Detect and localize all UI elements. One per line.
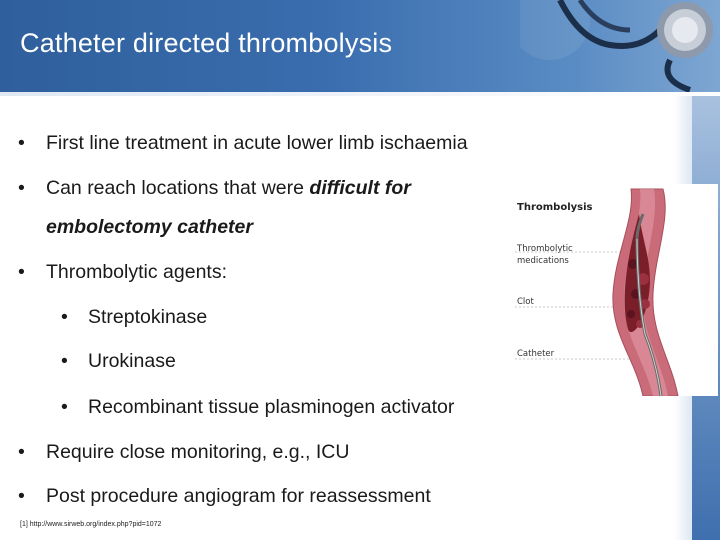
bullet-text: Thrombolytic agents: bbox=[46, 261, 227, 283]
bullet-text: Post procedure angiogram for reassessment bbox=[46, 485, 431, 507]
bullet-text: Urokinase bbox=[88, 350, 176, 372]
sub-bullet-item bbox=[61, 396, 455, 419]
label-clot: Clot bbox=[517, 297, 534, 307]
bullet-dot: • bbox=[61, 350, 68, 372]
bullet-item bbox=[18, 177, 411, 200]
sub-bullet-item bbox=[61, 306, 208, 329]
label-catheter: Catheter bbox=[517, 349, 555, 359]
bullet-dot: • bbox=[18, 177, 25, 199]
thrombolysis-illustration bbox=[503, 184, 718, 396]
slide-title: Catheter directed thrombolysis bbox=[20, 28, 393, 58]
bullet-dot: • bbox=[61, 306, 68, 328]
bullet-item bbox=[18, 261, 227, 284]
bullet-dot: • bbox=[18, 441, 25, 463]
label-medications-2: medications bbox=[517, 256, 569, 266]
bullet-dot: • bbox=[18, 132, 25, 154]
sub-bullet-item bbox=[61, 350, 176, 373]
vessel-diagram bbox=[503, 184, 718, 396]
bullet-item bbox=[18, 132, 468, 155]
bullet-emphasis: embolectomy catheter bbox=[46, 216, 253, 238]
bullet-text: Can reach locations that were bbox=[46, 177, 310, 199]
bullet-text: First line treatment in acute lower limb ischaemia bbox=[46, 132, 468, 154]
bullet-continuation bbox=[46, 216, 253, 239]
bullet-dot: • bbox=[18, 261, 25, 283]
bullet-text: Streptokinase bbox=[88, 306, 208, 328]
bullet-text: Recombinant tissue plasminogen activator bbox=[88, 396, 455, 418]
illustration-title: Thrombolysis bbox=[517, 202, 593, 213]
bullet-emphasis: difficult for bbox=[309, 177, 411, 199]
bullet-item bbox=[18, 485, 431, 508]
label-medications: Thrombolytic bbox=[517, 244, 573, 254]
bullet-text: Require close monitoring, e.g., ICU bbox=[46, 441, 350, 463]
bullet-dot: • bbox=[18, 485, 25, 507]
bullet-dot: • bbox=[61, 396, 68, 418]
bullet-item bbox=[18, 441, 350, 464]
footnote: [1] http://www.sirweb.org/index.php?pid=1072 bbox=[20, 521, 162, 528]
